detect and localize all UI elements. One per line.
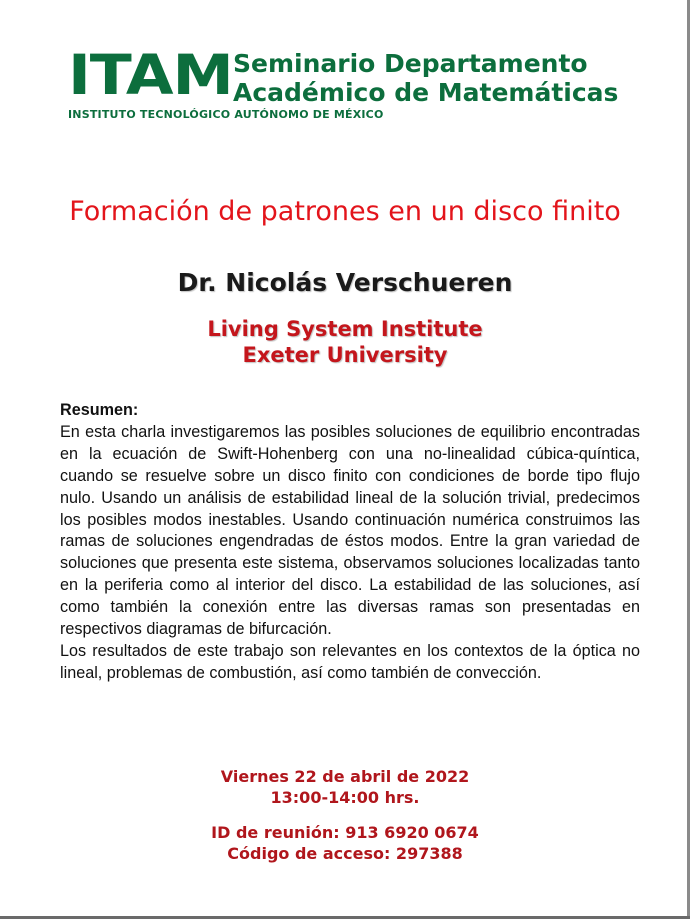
seminar-title	[233, 49, 618, 107]
header	[68, 43, 628, 128]
abstract	[60, 400, 640, 685]
event-time: 13:00-14:00 hrs.	[270, 788, 420, 807]
access-code[interactable]: Código de acceso: 297388	[227, 844, 463, 863]
institution-name: INSTITUTO TECNOLÓGICO AUTÓNOMO DE MÉXICO	[68, 108, 384, 121]
speaker-affiliation	[0, 316, 690, 368]
affiliation-line1: Living System Institute	[207, 317, 483, 341]
meeting-id[interactable]: ID de reunión: 913 6920 0674	[211, 823, 479, 842]
speaker-name: Dr. Nicolás Verschueren	[177, 268, 513, 297]
event-details	[0, 766, 690, 864]
abstract-paragraph-1: En esta charla investigaremos las posibles soluciones de equilibrio encontradas en la ecuación de Swift-Hohenberg con una no-linealidad cúbica-quíntica, cuando se resuelve sobre un disco finito con condiciones de borde tipo flujo nulo. Usando un análisis de estabilidad lineal de la solución trivial, predecimos los posibles modos inestables. Usando continuación numérica construimos las ramas de soluciones engendradas de éstos modos. Entre la gran variedad de soluciones que presenta este sistema, observamos soluciones localizadas tanto en la periferia como al interior del disco. La estabilidad de las soluciones, así como también la conexión entre las diversas ramas son presentadas en respectivos diagramas de bifurcación.	[60, 422, 640, 639]
talk-title: Formación de patrones en un disco finito	[69, 196, 621, 227]
seminar-title-line1: Seminario Departamento	[233, 49, 588, 78]
seminar-title-line2: Académico de Matemáticas	[233, 78, 619, 107]
itam-logo: ITAM	[68, 43, 233, 107]
affiliation-line2: Exeter University	[242, 343, 448, 367]
details-spacer	[0, 808, 690, 822]
abstract-label: Resumen:	[60, 401, 139, 419]
abstract-paragraph-2: Los resultados de este trabajo son relevantes en los contextos de la óptica no lineal, problemas de combustión, así como también de convección.	[60, 641, 640, 682]
event-date: Viernes 22 de abril de 2022	[220, 767, 470, 786]
